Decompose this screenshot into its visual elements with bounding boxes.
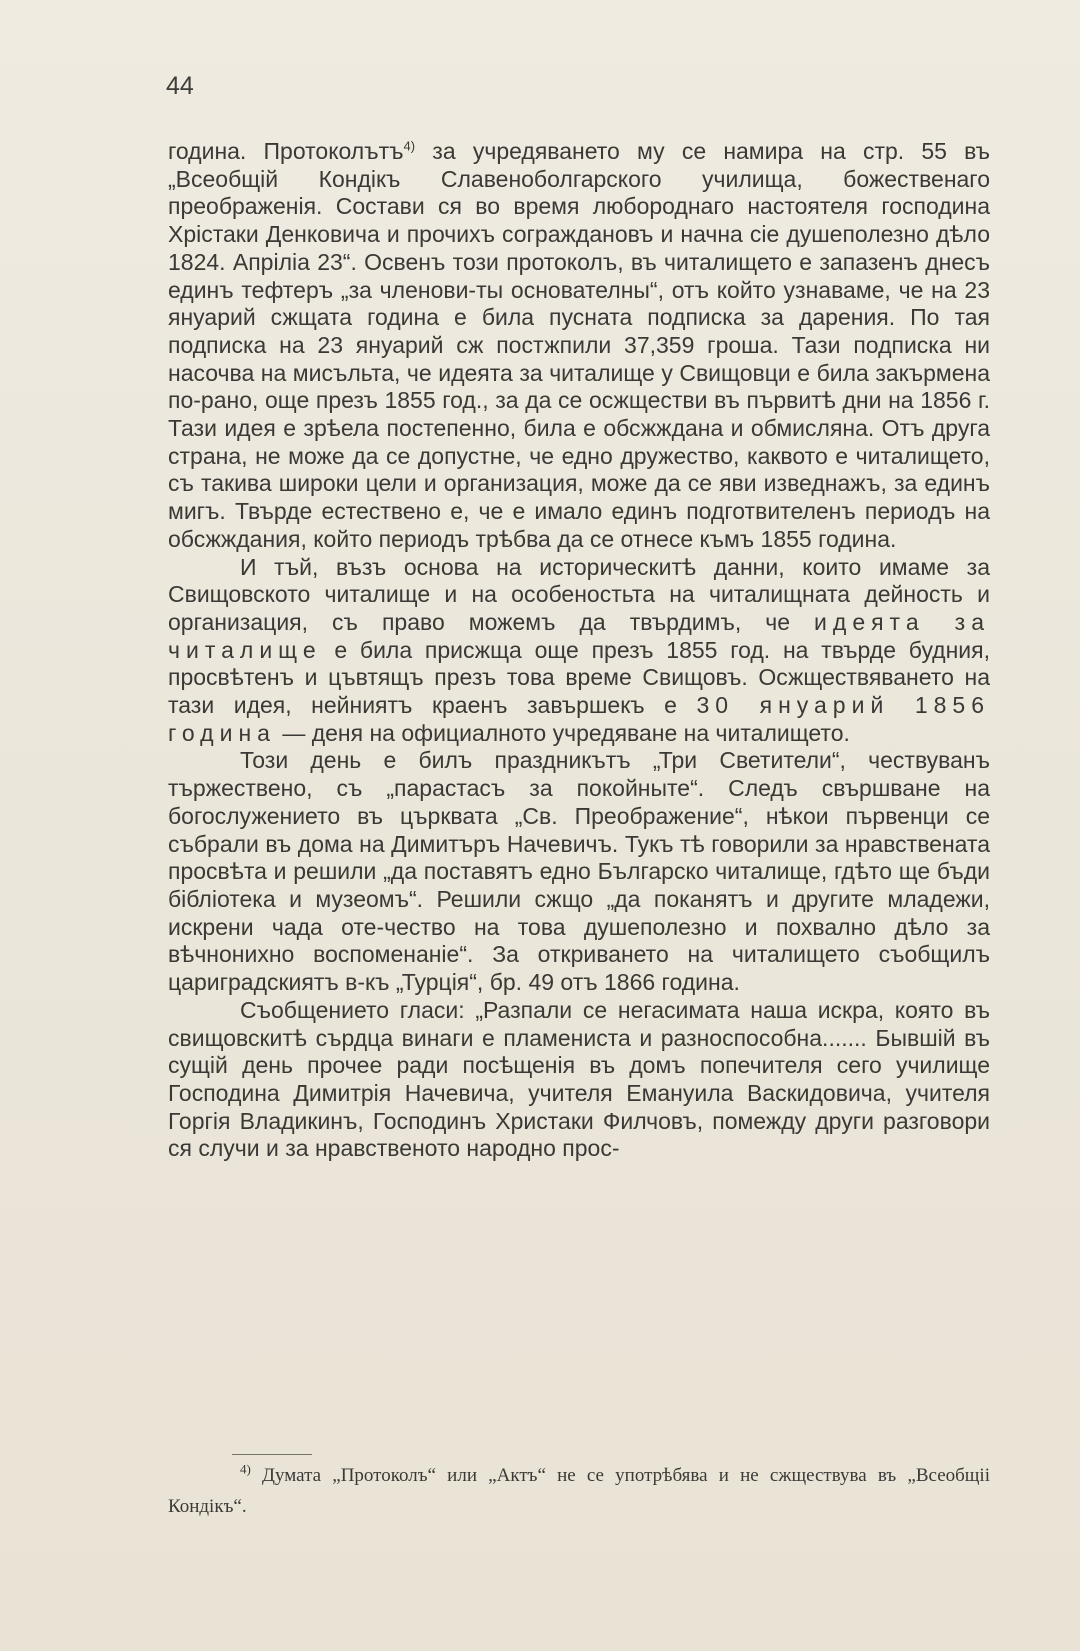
paragraph-2-middle: е била присжща още презъ 1855 год. на твърде будния, просвѣтенъ и цъвтящъ презъ това време Свищовъ. Осжществяването на тази идея, нейниятъ краенъ завършекъ е — [168, 636, 990, 719]
paragraph-4: Съобщението гласи: „Разпали се негасимата наша искра, която въ свищовскитѣ сърдца винаги е пламениста и разноспособна....... Бывшій въ сущій день прочее ради посѣщенія въ домъ попечителя сего училище Господина Димитрія Начевича, учителя Емануила Васкидовича, учителя Горгія Владикинъ, Господинъ Христаки Филчовъ, помежду други разговори ся случи и за нравственото народно прос- — [168, 996, 990, 1162]
paragraph-2 — [168, 554, 990, 748]
paragraph-1 — [168, 138, 990, 554]
paragraph-2-start: И тъй, възъ основа на историческитѣ данни, които имаме за Свищовското читалище и на особеностьта на читалищната дейность и организация, съ право можемъ да твърдимъ, че — [168, 553, 990, 635]
paragraph-1-rest: за учредяването му се намира на стр. 55 въ „Всеобщій Кондікъ Славеноболгарского училища, божественаго преображенія. Состави ся во время любороднаго настоятеля господина Хрістаки Денковича и прочихъ сограждановъ и начна сіе душеполезно дѣло 1824. Апріліа 23“. Освенъ този протоколъ, въ читалището е запазенъ днесъ единъ тефтеръ „за членови-ты основателны“, отъ който узнаваме, че на 23 януарий сжщата година е била пусната подписка за дарения. По тая подписка на 23 януарий сж постжпили 37,359 гроша. Тази подписка ни насочва на мисъльта, че идеята за читалище у Свищовци е била закърмена по-рано, още презъ 1855 год., за да се осжществи въ първитѣ дни на 1856 г. Тази идея е зрѣела постепенно, била е обсжждана и обмисляна. Отъ друга страна, не може да се допустне, че едно дружество, каквото е читалището, съ такива широки цели и организация, може да се яви изведнажъ, за единъ мигъ. Твърде естествено е, че е имало единъ подготвителенъ периодъ на обсжждания, който периодъ трѣбва да се отнесе къмъ 1855 година. — [168, 138, 991, 552]
footnote-text: Думата „Протоколъ“ или „Актъ“ не се употрѣбява и не сжществува въ „Всеобщіі Кондікъ“. — [168, 1465, 990, 1517]
paragraph-3: Този день е билъ праздникътъ „Три Светители“, чествуванъ тържествено, съ „парастасъ за покойныте“. Следъ свършване на богослужението въ църквата „Св. Преображение“, нѣкои първенци се събрали въ дома на Димитъръ Начевичъ. Тукъ тѣ говорили за нравствената просвѣта и решили „да поставятъ едно Българско читалище, гдѣто ще бъди бібліотека и музеомъ“. Решили сжщо „да поканятъ и другите младежи, искрени чада оте-чество на това душеполезно и похвално дѣло за вѣчнонихно воспоменаніе“. За откриването на читалището съобщилъ цариградскиятъ в-къ „Турція“, бр. 49 отъ 1866 година. — [168, 747, 990, 996]
footnote-separator — [232, 1454, 312, 1455]
footnote-marker: 4) — [240, 1461, 251, 1477]
page-number: 44 — [166, 72, 194, 100]
footnote — [168, 1460, 990, 1522]
paragraph-1-start: година. Протоколътъ — [168, 138, 404, 164]
paragraph-2-end: — деня на официалното учредяване на читалището. — [275, 719, 850, 746]
main-text — [168, 138, 990, 1163]
emphasized-date: 30 януарий 1856 година — [168, 692, 990, 746]
emphasized-phrase-idea: идеята за читалище — [168, 608, 990, 663]
footnote-reference: 4) — [403, 138, 416, 154]
